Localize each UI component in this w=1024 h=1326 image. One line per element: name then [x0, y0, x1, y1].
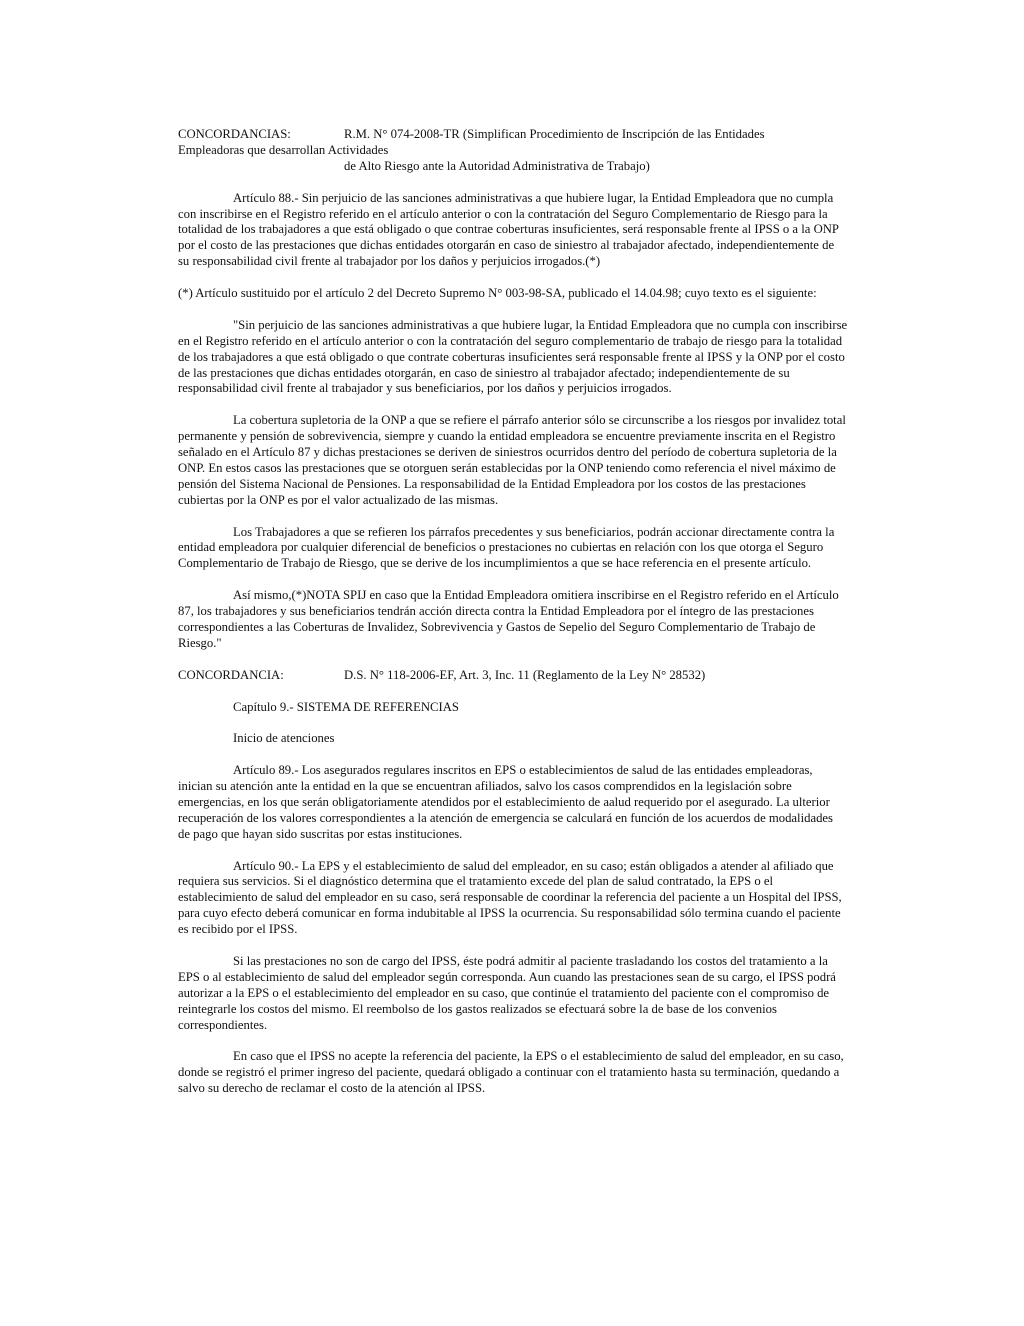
quoted-paragraph-3: Los Trabajadores a que se refieren los párrafos precedentes y sus beneficiarios, podrán accionar directamente contra la entidad empleadora por cualquier diferencial de beneficios o prestaciones no cubiertas en relación con los que otorga el Seguro Complementario de Trabajo de Riesgo, que se derive de los incumplimientos a que se hace referencia en el presente artículo. — [178, 524, 835, 571]
concordancias-ref-line3: de Alto Riesgo ante la Autoridad Administrativa de Trabajo) — [344, 158, 650, 173]
article-88: Artículo 88.- Sin perjuicio de las sanciones administrativas a que hubiere lugar, la Entidad Empleadora que no cumpla con inscribirse en el Registro referido en el artículo anterior o con la contratación del Seguro Complementario de Riesgo para la totalidad de los trabajadores a que está obligado o que contrae coberturas insuficientes, será responsable frente al IPSS o a la ONP por el costo de las prestaciones que dichas entidades otorgarán en caso de siniestro al trabajador afectado, independientemente de su responsabilidad civil frente al trabajador por los daños y perjuicios irrogados.(*) — [178, 190, 839, 269]
concordancia-label: CONCORDANCIA: — [178, 667, 284, 682]
chapter-title: Capítulo 9.- SISTEMA DE REFERENCIAS — [233, 699, 459, 714]
concordancia-block — [178, 668, 848, 684]
document-page — [178, 127, 848, 1113]
concordancias-block — [178, 127, 848, 175]
quoted-paragraph-2: La cobertura supletoria de la ONP a que se refiere el párrafo anterior sólo se circunscribe a los riesgos por invalidez total permanente y pensión de sobrevivencia, siempre y cuando la entidad empleadora se encuentre previamente inscrita en el Registro señalado en el Artículo 87 y dichas prestaciones se deriven de siniestros ocurridos dentro del período de cobertura supletoria de la ONP. En estos casos las prestaciones que se otorguen serán establecidas por la ONP teniendo como referencia el nivel máximo de pensión del Sistema Nacional de Pensiones. La responsabilidad de la Entidad Empleadora por los costos de las prestaciones cubiertas por la ONP es por el valor actualizado de las mismas. — [178, 413, 846, 507]
article-90: Artículo 90.- La EPS y el establecimiento de salud del empleador, en su caso; están obligados a atender al afiliado que requiera sus servicios. Si el diagnóstico determina que el tratamiento excede del plan de salud contratado, la EPS o el establecimiento de salud del empleador en su caso, será responsable de coordinar la referencia del paciente a un Hospital del IPSS, para cuyo efecto deberá comunicar en forma indubitable al IPSS la ocurrencia. Su responsabilidad sólo termina cuando el paciente es recibido por el IPSS. — [178, 858, 842, 937]
article-90-paragraph-2: Si las prestaciones no son de cargo del IPSS, éste podrá admitir al paciente trasladando los costos del tratamiento a la EPS o al establecimiento de salud del empleador según corresponda. Aun cuando las prestaciones sean de su cargo, el IPSS podrá autorizar a la EPS o el establecimiento del empleador en su caso, que continúe el tratamiento del paciente con el compromiso de reintegrarle los costos del mismo. El reembolso de los gastos realizados se efectuará sobre la de base de los convenios correspondientes. — [178, 953, 836, 1032]
quoted-paragraph-4: Así mismo,(*)NOTA SPIJ en caso que la Entidad Empleadora omitiera inscribirse en el Registro referido en el Artículo 87, los trabajadores y sus beneficiarios tendrán acción directa contra la Entidad Empleadora por el íntegro de las prestaciones correspondientes a las Coberturas de Invalidez, Sobrevivencia y Gastos de Sepelio del Seguro Complementario de Trabajo de Riesgo." — [178, 588, 839, 650]
article-90-paragraph-3: En caso que el IPSS no acepte la referencia del paciente, la EPS o el establecimiento de salud del empleador, en su caso, donde se registró el primer ingreso del paciente, quedará obligado a continuar con el tratamiento hasta su terminación, quedando a salvo su derecho de reclamar el costo de la atención al IPSS. — [178, 1049, 844, 1096]
concordancias-ref-line2: Empleadoras que desarrollan Actividades — [178, 142, 389, 157]
quoted-paragraph-1: "Sin perjuicio de las sanciones administrativas a que hubiere lugar, la Entidad Empleadora que no cumpla con inscribirse en el Registro referido en el artículo anterior o con la contratación del seguro complementario de trabajo de riesgo para la totalidad de los trabajadores a que está obligado o que contrate coberturas insuficientes será responsable frente al IPSS y la ONP por el costo de las prestaciones que dichas entidades otorgarán, en caso de siniestro al trabajador afectado; independientemente de su responsabilidad civil frente al trabajador y sus beneficiarios, por los daños y perjuicios irrogados. — [178, 317, 848, 396]
section-title: Inicio de atenciones — [233, 731, 335, 746]
substitution-note: (*) Artículo sustituido por el artículo 2 del Decreto Supremo N° 003-98-SA, publicado el 14.04.98; cuyo texto es el siguiente: — [178, 286, 817, 301]
article-89: Artículo 89.- Los asegurados regulares inscritos en EPS o establecimientos de salud de las entidades empleadoras, inician su atención ante la entidad en la que se encuentran afiliados, salvo los casos comprendidos en la legislación sobre emergencias, en los que serán obligatoriamente atendidos por el establecimiento de aalud requerido por el asegurado. La ulterior recuperación de los valores correspondientes a la atención de emergencia se calculará en función de los acuerdos de modalidades de pago que hayan sido suscritas por estas instituciones. — [178, 763, 833, 841]
concordancias-ref-line1: R.M. N° 074-2008-TR (Simplifican Procedimiento de Inscripción de las Entidades — [344, 127, 765, 141]
concordancias-label: CONCORDANCIAS: — [178, 127, 291, 141]
concordancia-ref: D.S. N° 118-2006-EF, Art. 3, Inc. 11 (Reglamento de la Ley N° 28532) — [344, 667, 706, 682]
